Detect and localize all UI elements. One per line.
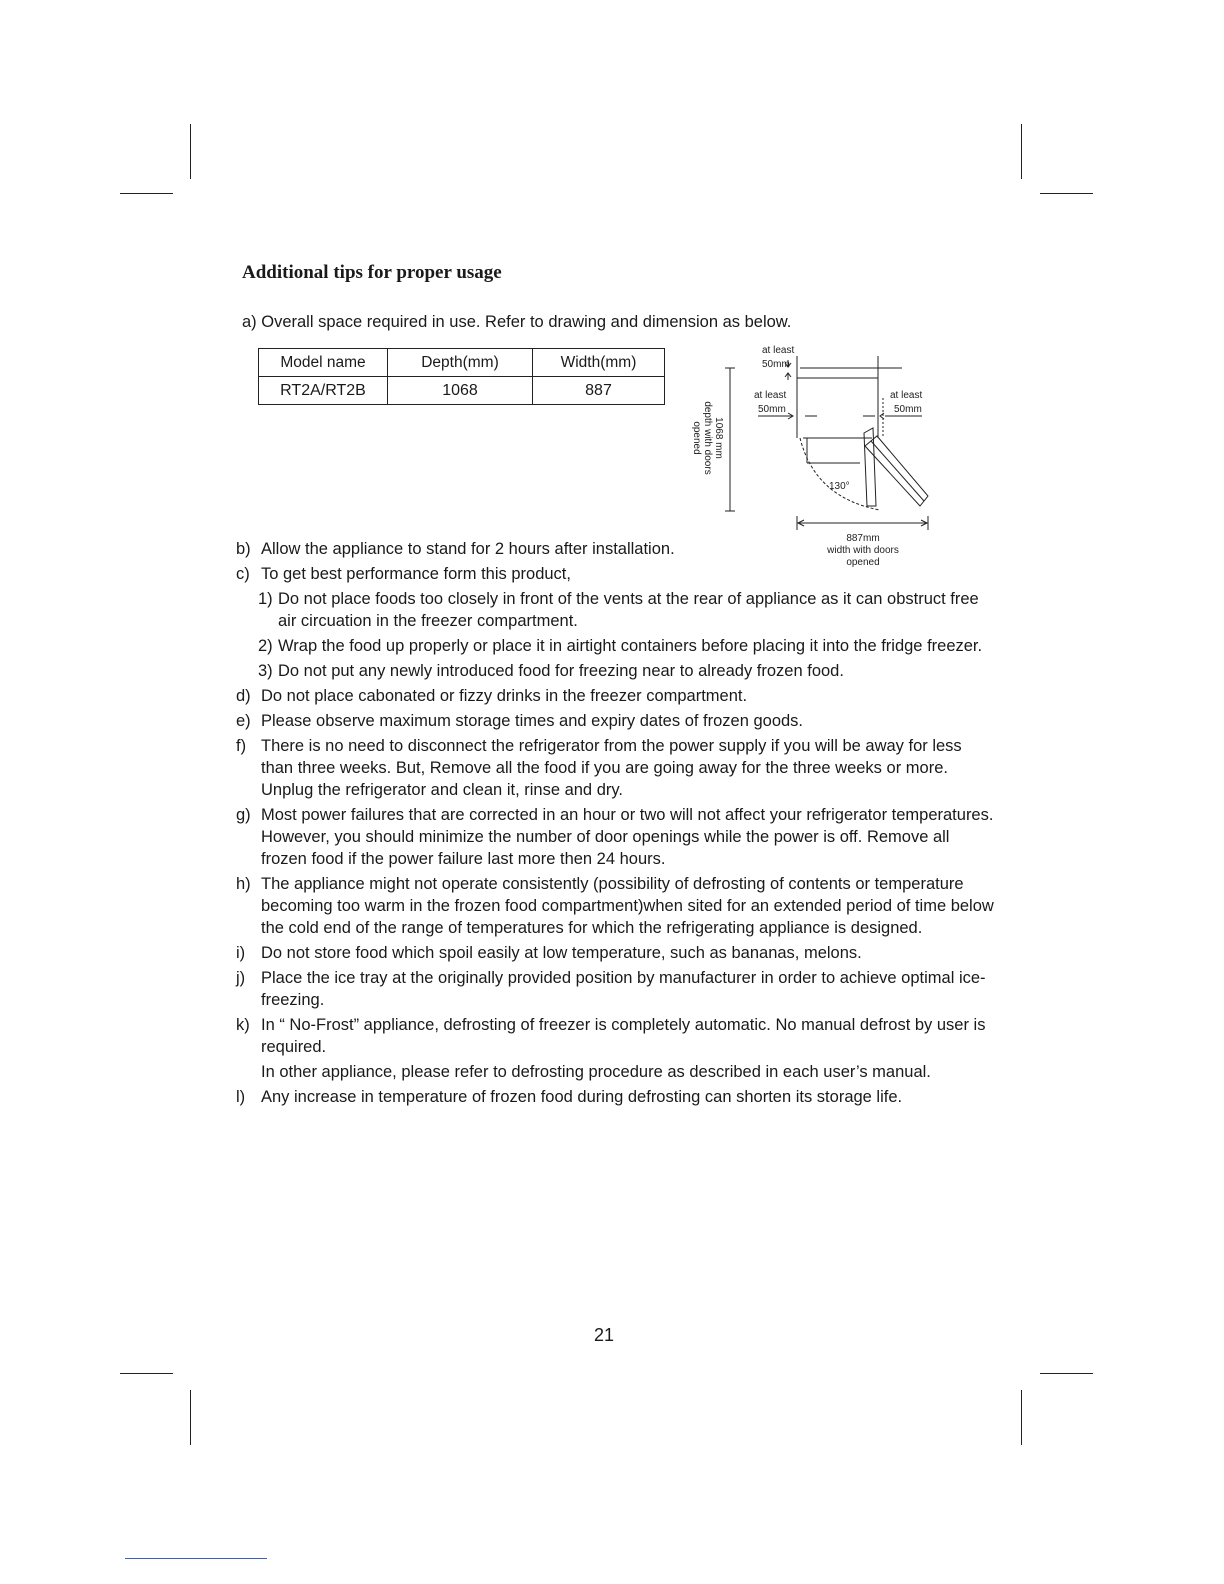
crop-mark [120,1373,173,1374]
list-item [236,660,996,682]
table-cell: 887 [533,377,665,405]
dimensions-table [258,348,665,405]
list-item [236,685,996,707]
item-text: In “ No-Frost” appliance, defrosting of freezer is completely automatic. No manual defrost by user is required. [261,1016,986,1056]
depth-caption: depth with doors [702,401,713,475]
item-text: Do not place foods too closely in front of the vents at the rear of appliance as it can obstruct free air circuation in the freezer compartment. [278,590,979,630]
intro-text: a) Overall space required in use. Refer to drawing and dimension as below. [242,313,792,331]
list-item [236,710,996,732]
item-text: Allow the appliance to stand for 2 hours after installation. [261,540,675,558]
item-label: g) [236,806,251,824]
depth-value: 1068 mm [713,417,724,459]
item-text: Any increase in temperature of frozen food during defrosting can shorten its storage life. [261,1088,903,1106]
item-text: Do not store food which spoil easily at low temperature, such as bananas, melons. [261,944,862,962]
item-label: e) [236,712,251,730]
item-text: Place the ice tray at the originally provided position by manufacturer in order to achieve optimal ice-freezing. [261,969,986,1009]
footer-rule [125,1558,267,1559]
crop-mark [1040,193,1093,194]
right-clearance-value: 50mm [894,404,922,415]
table-cell: RT2A/RT2B [259,377,388,405]
item-text: Do not place cabonated or fizzy drinks in the freezer compartment. [261,687,748,705]
width-caption: opened [846,557,880,568]
item-label: b) [236,540,251,558]
left-clearance-label: at least [754,390,787,401]
section-heading: Additional tips for proper usage [242,262,502,283]
item-label: k) [236,1016,250,1034]
item-label: 1) [258,590,273,608]
list-item [236,873,996,939]
item-label: l) [236,1088,246,1106]
table-header-row [259,349,665,377]
left-clearance-value: 50mm [758,404,786,415]
item-label: f) [236,737,247,755]
door-angle-label: 130° [829,481,850,492]
crop-mark [120,193,173,194]
list-item [236,735,996,801]
item-text: There is no need to disconnect the refrigerator from the power supply if you will be away for less than three weeks. But, Remove all the food if you are going away for the three weeks or more. Unplug the refrigerator and clean it, rinse and dry. [261,737,962,799]
table-header: Model name [259,349,388,377]
width-value: 887mm [846,533,880,544]
table-header: Width(mm) [533,349,665,377]
list-item [236,538,996,560]
item-text: Wrap the food up properly or place it in airtight containers before placing it into the fridge freezer. [278,637,983,655]
list-item [236,967,996,1011]
list-item [236,1086,996,1108]
table-row [259,377,665,405]
tips-list [236,538,996,1111]
top-clearance-value: 50mm [762,359,790,370]
list-item [236,635,996,657]
top-clearance-label: at least [762,345,795,356]
item-text: Do not put any newly introduced food for freezing near to already frozen food. [278,662,844,680]
item-text: Most power failures that are corrected in an hour or two will not affect your refrigerator temperatures. However, you should minimize the number of door openings while the power is off. Remove all frozen food if the power failure last more then 24 hours. [261,806,994,868]
crop-mark [1021,1390,1022,1445]
depth-caption: opened [691,421,702,455]
crop-mark [1040,1373,1093,1374]
list-item [236,804,996,870]
item-label: 2) [258,637,273,655]
list-item [236,1014,996,1058]
crop-mark [1021,124,1022,179]
item-label: i) [236,944,246,962]
table-cell: 1068 [388,377,533,405]
item-label: h) [236,875,251,893]
item-text: The appliance might not operate consistently (possibility of defrosting of contents or temperature becoming too warm in the frozen food compartment)when sited for an extended period of time below the cold end of the range of temperatures for which the refrigerating appliance is designed. [261,875,994,937]
crop-mark [190,124,191,179]
list-item-continuation [236,1061,996,1083]
item-label: j) [236,969,246,987]
table-header: Depth(mm) [388,349,533,377]
right-clearance-label: at least [890,390,923,401]
list-item [236,942,996,964]
item-text: Please observe maximum storage times and expiry dates of frozen goods. [261,712,804,730]
crop-mark [190,1390,191,1445]
item-text: In other appliance, please refer to defrosting procedure as described in each user’s manual. [261,1063,931,1081]
page-number: 21 [593,1325,615,1345]
item-label: d) [236,687,251,705]
item-label: 3) [258,662,273,680]
item-label: c) [236,565,250,583]
item-text: To get best performance form this product, [261,565,571,583]
list-item [236,563,996,585]
list-item [236,588,996,632]
width-caption: width with doors [827,545,899,556]
